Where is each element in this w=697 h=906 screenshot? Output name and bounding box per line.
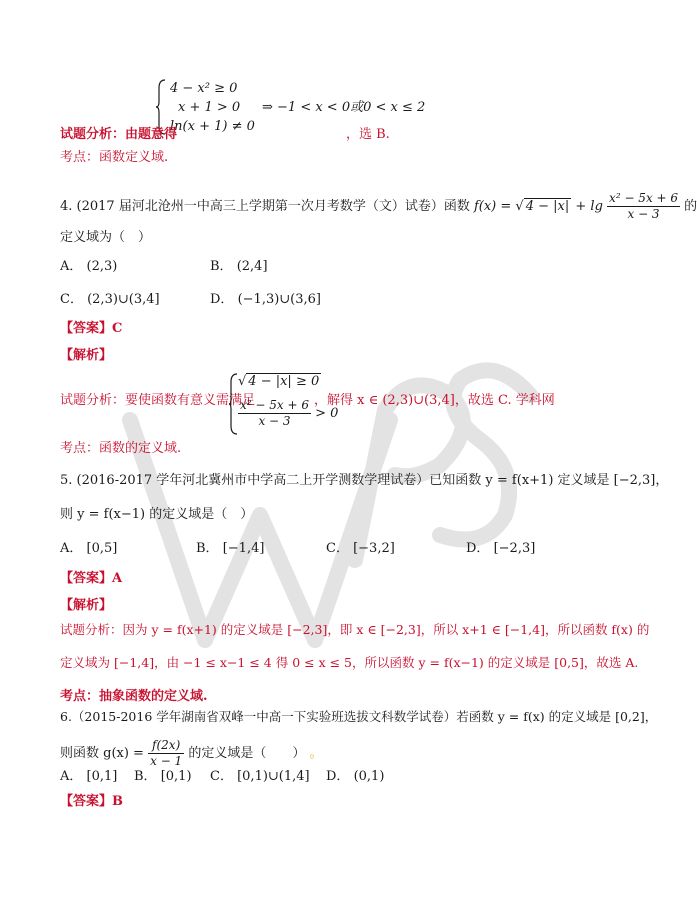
q4-option-a xyxy=(60,258,117,276)
q4-cond-2-fraction xyxy=(238,398,311,429)
q6-fraction xyxy=(148,738,184,769)
q6-frac-num: f(2x) xyxy=(148,738,184,754)
q4-option-c xyxy=(60,291,160,309)
q5-option-d-label: D． xyxy=(466,541,490,556)
q4-frac-den: x − 3 xyxy=(627,207,660,221)
q3-system-line-2: x + 1 > 0 xyxy=(178,100,241,115)
q5-option-d xyxy=(466,540,535,558)
q5-analysis-1: 试题分析：因为 y = f(x+1) 的定义域是 [−2,3]，即 x ∈ [−2,3]，所以 x+1 ∈ [−1,4]，所以函数 f(x) 的 xyxy=(60,622,650,637)
q6-option-d xyxy=(326,768,384,786)
q5-answer: 【答案】A xyxy=(60,571,123,586)
q3-analysis-tail: ，选 B. xyxy=(346,127,390,142)
q4-frac-num: x² − 5x + 6 xyxy=(609,191,679,205)
q5-option-c-value: [−3,2] xyxy=(353,541,395,556)
q5-option-b xyxy=(196,540,264,558)
q5-kaodian: 考点：抽象函数的定义域. xyxy=(60,689,208,704)
q6-option-a-value: [0,1] xyxy=(86,769,118,784)
q6-stem-2-tail: 的定义域是（ ） xyxy=(188,746,306,761)
q4-cond-2-rel: > 0 xyxy=(315,406,339,421)
q6-option-d-label: D． xyxy=(326,769,350,784)
q6-stem-2-lead: 则函数 g(x) = xyxy=(60,746,144,761)
q6-answer: 【答案】B xyxy=(60,794,123,809)
q5-option-c xyxy=(326,540,395,558)
q5-option-b-label: B． xyxy=(196,541,219,556)
q4-option-b-label: B． xyxy=(210,259,233,274)
q4-stem: 4. (2017 届河北沧州一中高三上学期第一次月考数学（文）试卷）函数 f(x) = √ 4 − |x| + lg $\frac{\text{x² − 5x + 6}}{x - 3}$ 的 xyxy=(60,191,697,221)
q6-stem-2 xyxy=(60,738,323,769)
q6-option-d-value: (0,1) xyxy=(353,769,385,784)
q6-option-a xyxy=(60,768,117,786)
q4-kaodian: 考点：函数的定义域. xyxy=(60,441,182,456)
q5-option-c-label: C． xyxy=(326,541,349,556)
q4-answer: 【答案】C xyxy=(60,321,123,336)
q4-cond-1: √ 4 − |x| ≥ 0 xyxy=(238,374,320,389)
q3-system-line-1: 4 − x² ≥ 0 xyxy=(170,81,238,96)
q6-option-c xyxy=(210,768,310,786)
q6-option-c-value: [0,1)∪(1,4] xyxy=(237,769,310,784)
q4-cond-1-text: 4 − |x| ≥ 0 xyxy=(248,374,320,389)
q4-analysis-tail: ，解得 x ∈ (2,3)∪(3,4]，故选 C. 学科网 xyxy=(314,393,555,408)
q4-func-fraction xyxy=(607,191,680,222)
q3-analysis-lead: 试题分析：由题意得 xyxy=(60,127,178,142)
q4-option-d xyxy=(210,291,321,309)
q5-option-b-value: [−1,4] xyxy=(222,541,265,556)
q4-option-a-label: A． xyxy=(60,259,83,274)
q4-jiexi: 【解析】 xyxy=(60,348,113,363)
q5-jiexi: 【解析】 xyxy=(60,598,113,613)
q6-option-c-label: C． xyxy=(210,769,233,784)
q3-kaodian: 考点：函数定义域. xyxy=(60,150,169,165)
q4-option-c-label: C． xyxy=(60,292,83,307)
q4-func-lhs: f(x) = xyxy=(473,199,512,214)
q5-option-a-value: [0,5] xyxy=(86,541,118,556)
q4-func-root: 4 − |x| xyxy=(525,199,570,214)
q6-option-a-label: A． xyxy=(60,769,83,784)
q5-stem: 5. (2016-2017 学年河北冀州市中学高二上开学测数学理试卷）已知函数 y = f(x+1) 定义域是 [−2,3]， xyxy=(60,473,669,488)
left-brace-icon xyxy=(228,372,238,436)
q5-option-a-label: A． xyxy=(60,541,83,556)
q6-option-b-label: B． xyxy=(134,769,157,784)
q4-option-d-label: D． xyxy=(210,292,234,307)
q5-option-a xyxy=(60,540,117,558)
q4-option-b xyxy=(210,258,268,276)
q4-func-lg: + lg xyxy=(575,199,603,214)
q5-analysis-2: 定义域为 [−1,4]，由 −1 ≤ x−1 ≤ 4 得 0 ≤ x ≤ 5，所以函数 y = f(x−1) 的定义域是 [0,5]，故选 A. xyxy=(60,655,639,670)
q4-option-a-value: (2,3) xyxy=(86,259,118,274)
q4-stem-2: 定义域为（ ） xyxy=(60,230,152,245)
q4-stem-text: 4. (2017 届河北沧州一中高三上学期第一次月考数学（文）试卷）函数 xyxy=(60,199,470,214)
q5-stem-2: 则 y = f(x−1) 的定义域是（ ） xyxy=(60,507,254,522)
q6-dot: 。 xyxy=(309,746,323,761)
q4-stem-end: 的 xyxy=(684,199,697,214)
q3-system-line-3: ln(x + 1) ≠ 0 xyxy=(170,119,255,134)
q6-frac-den: x − 1 xyxy=(150,754,183,768)
q4-cond-2-den: x − 3 xyxy=(258,414,291,428)
q6-option-b-value: [0,1) xyxy=(160,769,192,784)
q4-analysis-lead: 试题分析：要使函数有意义需满足 xyxy=(60,393,256,408)
q5-option-d-value: [−2,3] xyxy=(493,541,536,556)
q6-option-b xyxy=(134,768,192,786)
q4-option-b-value: (2,4] xyxy=(236,259,268,274)
q4-option-c-value: (2,3)∪(3,4] xyxy=(87,292,160,307)
q4-option-d-value: (−1,3)∪(3,6] xyxy=(237,292,321,307)
q3-implies: ⇒ −1 < x < 0或0 < x ≤ 2 xyxy=(262,100,426,115)
q6-stem: 6.（2015-2016 学年湖南省双峰一中高一下实验班选拔文科数学试卷）若函数 y = f(x) 的定义域是 [0,2]， xyxy=(60,709,658,724)
q4-cond-2-num: x² − 5x + 6 xyxy=(240,398,309,412)
